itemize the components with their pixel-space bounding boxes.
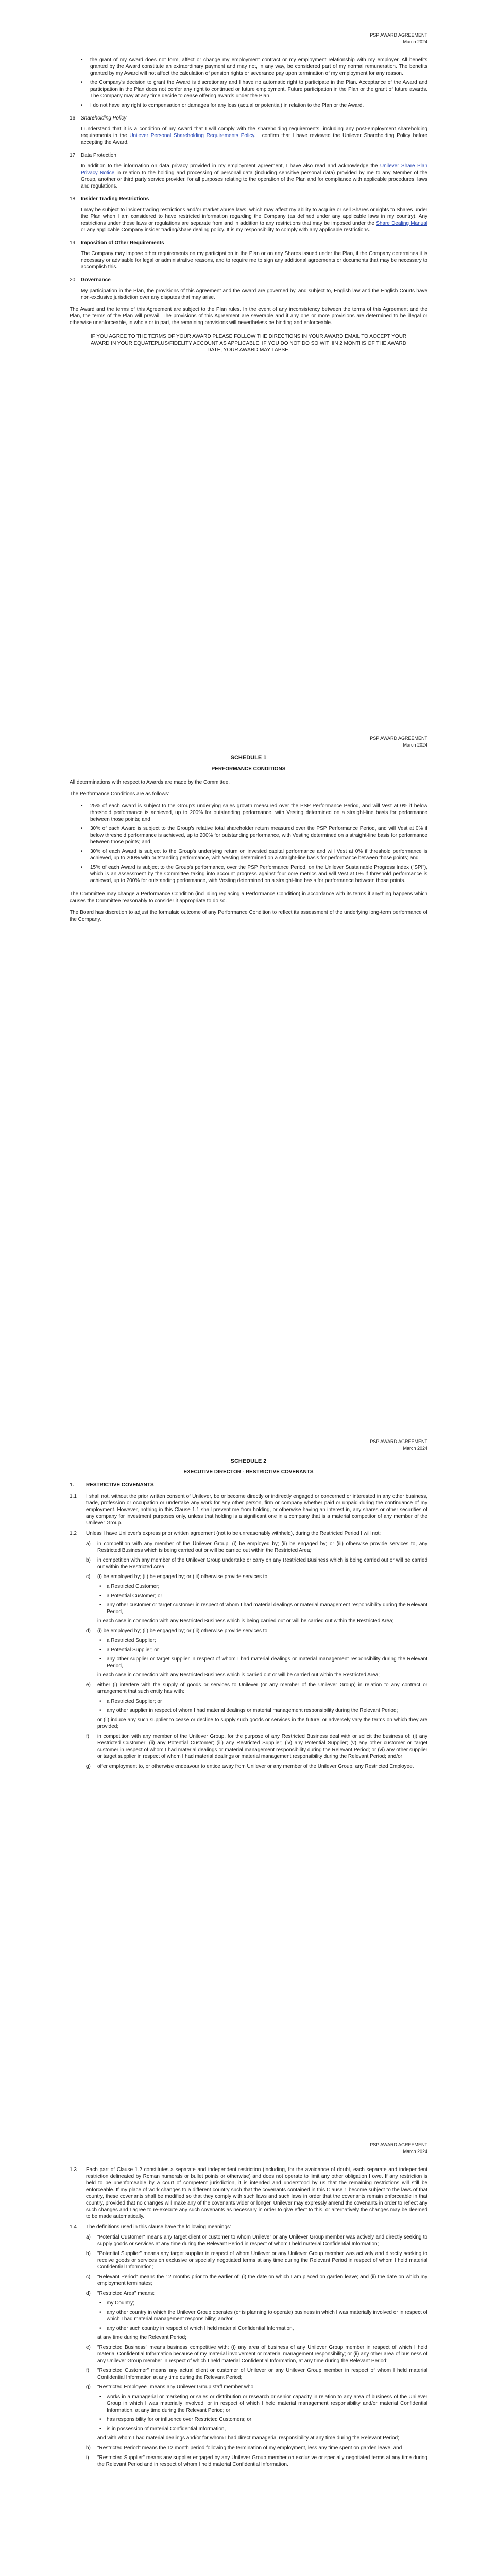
list-item: • is in possession of material Confidential Information, — [97, 2426, 427, 2432]
continuation-text: or (ii) induce any such supplier to cease or decline to supply such goods or services in the future, or adversely vary the terms on which they are provided; — [97, 1717, 427, 1730]
page-header — [70, 703, 427, 749]
section-heading: 1. RESTRICTIVE COVENANTS — [70, 1482, 154, 1488]
schedule-title: SCHEDULE 2 — [230, 1458, 267, 1464]
list-item: • a Restricted Supplier; — [97, 1637, 427, 1644]
section-text: I understand that it is a condition of my Award that I will comply with the shareholding requirements, including any post-employment shareholding requirements in the Unilever Personal Shareholding Requirements Policy. I confirm that I have reviewed the Unilever Shareholding Policy before accepting the Award. — [81, 126, 427, 145]
page-header — [70, 1406, 427, 1452]
definition: c) "Relevant Period" means the 12 months prior to the earlier of: (i) the date on which I am placed on garden leave; and (ii) the date on which my employment terminates; — [86, 2274, 427, 2286]
list-item: • any other supplier in respect of whom I had material dealings or material management responsibility during the Relevant Period; — [97, 1707, 427, 1714]
continuation-text: in each case in connection with any Restricted Business which is being carried out or will be carried out within the Restricted Area; — [97, 1618, 394, 1624]
definition: d) "Restricted Area" means: — [86, 2291, 155, 2296]
schedule-title: SCHEDULE 1 — [230, 755, 267, 761]
sub-clause: e) either (i) interfere with the supply of goods or services to Unilever (or any member of the Unilever Group) in relation to any contract or arrangement that such entity has with: — [86, 1682, 427, 1694]
doc-title: PSP AWARD AGREEMENT — [370, 2142, 427, 2147]
intro-text: All determinations with respect to Awards are made by the Committee. — [70, 779, 230, 785]
intro-text: The Performance Conditions are as follows: — [70, 791, 169, 797]
list-item: • the Company's decision to grant the Award is discretionary and I have no automatic right to participate in the Plan. Acceptance of the Award and participation in the Plan does not confer any right to continued or future employment. Future participation in the Plan or the grant of future awards. The Company may at any time decide to cease offering awards under the Plan. — [70, 79, 427, 99]
list-item: • the grant of my Award does not form, affect or change my employment contract or my employment relationship with my employer. All benefits granted by the Award constitute an extraordinary payment and may not, in any way, be considered part of my normal remuneration. The benefits granted by my Award will not affect the calculation of pension rights or severance pay upon termination of my employment for any reason. — [70, 57, 427, 77]
list-item: • my Country; — [97, 2300, 427, 2307]
sub-clause: b) in competition with any member of the Unilever Group undertake or carry on any Restricted Business which is being carried out or will be carried out within the Restricted Area; — [86, 1557, 427, 1570]
definition: g) "Restricted Employee" means any Unilever Group staff member who: — [86, 2384, 255, 2390]
page-header — [70, 2110, 427, 2155]
sub-clause: c) (i) be employed by; (ii) be engaged by; or (iii) otherwise provide services to: — [86, 1574, 269, 1580]
page-3 — [0, 1406, 497, 2110]
definition: i) "Restricted Supplier" means any supplier engaged by any Unilever Group member on exclusive or specially negotiated terms at any time during the Relevant Period and in respect of whom I held material Confidential Information. — [86, 2455, 427, 2467]
list-item: • I do not have any right to compensation or damages for any loss (actual or potential) in relation to the Plan or the Award. — [70, 102, 427, 109]
section-heading: 16. Shareholding Policy — [70, 115, 127, 121]
doc-title: PSP AWARD AGREEMENT — [370, 32, 427, 38]
section-heading: 18. Insider Trading Restrictions — [70, 196, 149, 202]
section-text: In addition to the information on data privacy provided in my employment agreement, I have also read and acknowledge the Unilever Share Plan Privacy Notice in relation to the holding and processing of personal data (including sensitive personal data) provided by me to any Member of the Group, another or third party service provider, for all purposes relating to the operation of the Plan and for compliance with applicable procedures, laws and regulations. — [81, 163, 427, 189]
list-item: • any other customer or target customer in respect of whom I had material dealings or material management responsibility during the Relevant Period, — [97, 1602, 427, 1615]
schedule-subtitle: PERFORMANCE CONDITIONS — [211, 766, 286, 772]
doc-title: PSP AWARD AGREEMENT — [370, 736, 427, 741]
doc-date: March 2024 — [403, 2149, 427, 2154]
clause: 1.1 I shall not, without the prior written consent of Unilever, be or become directly or indirectly engaged or concerned or interested in any other business, trade, profession or occupation or undertake any work for any other person, firm or company whether paid or unpaid during the continuance of my employment. However, nothing in this Clause 1.1 shall prevent me from holding, or otherwise having an interest in, any shares or other securities of any company for investment purposes only, unless that holding is a significant one in a company that is a material competitor of any member of the Unilever Group. — [70, 1494, 427, 1526]
body-paragraph: The Committee may change a Performance Condition (including replacing a Performance Condition) in accordance with its terms if anything happens which causes the Committee reasonably to consider it appropriate to do so. — [70, 891, 427, 904]
privacy-notice-link[interactable]: Unilever Share Plan Privacy Notice — [81, 163, 427, 176]
acceptance-instructions: IF YOU AGREE TO THE TERMS OF YOUR AWARD PLEASE FOLLOW THE DIRECTIONS IN YOUR AWARD EMAIL TO ACCEPT YOUR AWARD IN YOUR EQUATEPLUS/FIDELITY ACCOUNT AS APPLICABLE. IF YOU DO NOT DO SO WITHIN 2 MONTHS OF THE AWARD DATE, YOUR AWARD MAY LAPSE. — [90, 334, 407, 353]
list-item: • 25% of each Award is subject to the Group's underlying sales growth measured over the PSP Performance Period, and will Vest at 0% if below threshold performance is achieved, up to 200% for outstanding performance, with Vesting determined on a straight-line basis for performance between those points; and — [70, 803, 427, 823]
list-item: • 30% of each Award is subject to the Group's underlying return on invested capital performance and will Vest at 0% if threshold performance is achieved, up to 200% with outstanding performance, with Vesting determined on a straight-line basis for performance between those points; and — [70, 848, 427, 861]
page-header — [70, 0, 427, 45]
definition: e) "Restricted Business" means business competitive with: (i) any area of business of any Unilever Group member in respect of which I held material Confidential Information because of my material involvement or material management responsibility; or (ii) any other area of business of any Unilever Group member in respect of which I held material Confidential Information, at any time during the Relevant Period; — [86, 2345, 427, 2364]
definition: a) "Potential Customer" means any target client or customer to whom Unilever or any Unilever Group member was actively and directly seeking to supply goods or services at any time during the Relevant Period in respect of whom I held material Confidential Information; — [86, 2234, 427, 2247]
sub-clause: g) offer employment to, or otherwise endeavour to entice away from Unilever or any member of the Unilever Group, any Restricted Employee. — [86, 1764, 414, 1769]
closing-paragraph: The Award and the terms of this Agreement are subject to the Plan rules. In the event of any inconsistency between the terms of this Agreement and the Plan, the terms of the Plan will prevail. The provisions of this Agreement are severable and if any one or more provisions are determined to be illegal or otherwise unenforceable, in whole or in part, the remaining provisions will nevertheless be binding and enforceable. — [70, 307, 427, 326]
list-item: • a Restricted Supplier; or — [97, 1698, 427, 1705]
list-item: • 30% of each Award is subject to the Group's relative total shareholder return measured over the PSP Performance Period, and will Vest at 0% if below threshold performance is achieved, up to 200% for outstanding performance, with Vesting determined on a straight-line basis for performance between those points; and — [70, 825, 427, 845]
continuation-text: and with whom I had material dealings and/or for whom I had direct managerial responsibility at any time during the Relevant Period; — [97, 2435, 399, 2441]
definition: f) "Restricted Customer" means any actual client or customer of Unilever or any Unilever Group member in respect of whom I held material Confidential Information at any time during the Relevant Period; — [86, 2368, 427, 2380]
schedule-subtitle: EXECUTIVE DIRECTOR - RESTRICTIVE COVENANTS — [183, 1469, 314, 1475]
continuation-text: in each case in connection with any Restricted Business which is carried out or will be carried out within the Restricted Area; — [97, 1672, 380, 1678]
clause: 1.4 The definitions used in this clause have the following meanings: — [70, 2224, 231, 2230]
list-item: • any other such country in respect of which I held material Confidential Information, — [97, 2325, 427, 2332]
definition: b) "Potential Supplier" means any target supplier in respect of whom Unilever or any Unilever Group member was actively and directly seeking to receive goods or services on exclusive or specially negotiated terms at any time during the Relevant Period in respect of whom I held material Confidential Information; — [86, 2251, 427, 2270]
list-item: • a Potential Customer; or — [97, 1592, 427, 1599]
sub-clause: d) (i) be employed by; (ii) be engaged by; or (iii) otherwise provide services to: — [86, 1628, 269, 1634]
doc-date: March 2024 — [403, 1446, 427, 1451]
doc-title: PSP AWARD AGREEMENT — [370, 1439, 427, 1444]
page-2 — [0, 703, 497, 1406]
section-text: My participation in the Plan, the provisions of this Agreement and the Award are governed by, and subject to, English law and the English Courts have non-exclusive jurisdiction over any disputes that may arise. — [81, 288, 427, 300]
section-heading: 19. Imposition of Other Requirements — [70, 240, 164, 246]
list-item: • any other country in which the Unilever Group operates (or is planning to operate) business in which I was materially involved or in respect of which I had material management responsibility; and/or — [97, 2309, 427, 2323]
clause: 1.2 Unless I have Unilever's express prior written agreement (not to be unreasonably withheld), during the Restricted Period I will not: — [70, 1531, 381, 1536]
section-heading: 20. Governance — [70, 277, 111, 283]
list-item: • any other supplier or target supplier in respect of whom I had material dealings or material management responsibility during the Relevant Period, — [97, 1656, 427, 1669]
list-item: • has responsibility for or influence over Restricted Customers; or — [97, 2416, 427, 2423]
body-paragraph: The Board has discretion to adjust the formulaic outcome of any Performance Condition to reflect its assessment of the underlying long-term performance of the Company. — [70, 910, 427, 922]
shareholding-policy-link[interactable]: Unilever Personal Shareholding Requirements Policy — [129, 133, 254, 139]
doc-date: March 2024 — [403, 742, 427, 748]
page-1 — [0, 0, 497, 703]
continuation-text: at any time during the Relevant Period; — [97, 2335, 186, 2341]
list-item: • a Restricted Customer; — [97, 1583, 427, 1590]
list-item: • a Potential Supplier; or — [97, 1647, 427, 1653]
definition: h) "Restricted Period" means the 12 month period following the termination of my employment, less any time spent on garden leave; and — [86, 2445, 402, 2451]
doc-date: March 2024 — [403, 39, 427, 44]
sub-clause: f) in competition with any member of the Unilever Group, for the purpose of any Restricted Business deal with or solicit the business of: (i) any Restricted Customer; (ii) any Potential Customer; (iii) any Restricted Supplier; (iv) any Potential Supplier; (v) any other customer or target customer in respect of whom I had material dealings or material management responsibility during the Relevant Period; or (vi) any other supplier or target supplier in respect of whom I had material dealings or material management responsibility during the Relevant Period; and/or — [86, 1734, 427, 1759]
section-heading: 17. Data Protection — [70, 152, 116, 158]
list-item: • 15% of each Award is subject to the Group's performance, over the PSP Performance Period, on the Unilever Sustainable Progress Index ("SPI"), which is an assessment by the Committee taking into account progress against four core metrics and will Vest at 0% if threshold performance is achieved, up to 200% for outstanding performance, with Vesting determined on a straight-line basis for performance between those points. — [70, 864, 427, 884]
sub-clause: a) in competition with any member of the Unilever Group: (i) be employed by; (ii) be engaged by; or (iii) otherwise provide services to, any Restricted Business which is being carried out or will be carried out within the Restricted Area; — [86, 1541, 427, 1553]
clause: 1.3 Each part of Clause 1.2 constitutes a separate and independent restriction (including, for the avoidance of doubt, each separate and independent restriction delineated by Roman numerals or bullet points or otherwise) and does not operate to limit any other obligation I owe. If any restriction is held to be unenforceable by a court of competent jurisdiction, it is intended and understood by us that the remaining restrictions will still be enforceable. If my place of work changes to a different country such that the covenants contained in this Clause 1 become subject to the laws of that country, these covenants shall be modified so that they comply with such laws and such laws in order that the covenants remain enforceable in that country, provided that no changes will make any of the covenants wider or longer. Unilever may expressly amend the covenants in order to reflect any such changes and I agree to re-execute any such covenants as necessary in order to give effect to this, or alternatively the changes may be deemed to be made automatically. — [70, 2167, 427, 2219]
list-item: • works in a managerial or marketing or sales or distribution or research or senior capacity in relation to any area of business of the Unilever Group in which I was materially involved, or in respect of which I held material management responsibility and/or material Confidential Information, at any time during the Relevant Period; or — [97, 2394, 427, 2414]
section-text: I may be subject to insider trading restrictions and/or market abuse laws, which may affect my ability to acquire or sell Shares or rights to Shares under the Plan when I am considered to have restricted information regarding the Company (as defined under any applicable laws in my country). Any restrictions under these laws or regulations are separate from and in addition to any restrictions that may be imposed under the Share Dealing Manual or any applicable Company insider trading/share dealing policy. It is my responsibility to comply with any applicable restrictions. — [81, 207, 427, 233]
share-dealing-manual-link[interactable]: Share Dealing Manual — [376, 221, 427, 226]
section-text: The Company may impose other requirements on my participation in the Plan or on any Shares issued under the Plan, if the Company determines it is necessary or advisable for legal or administrative reasons, and to require me to sign any additional agreements or documents that may be necessary to accomplish this. — [81, 251, 427, 270]
page-4 — [0, 2110, 497, 2576]
